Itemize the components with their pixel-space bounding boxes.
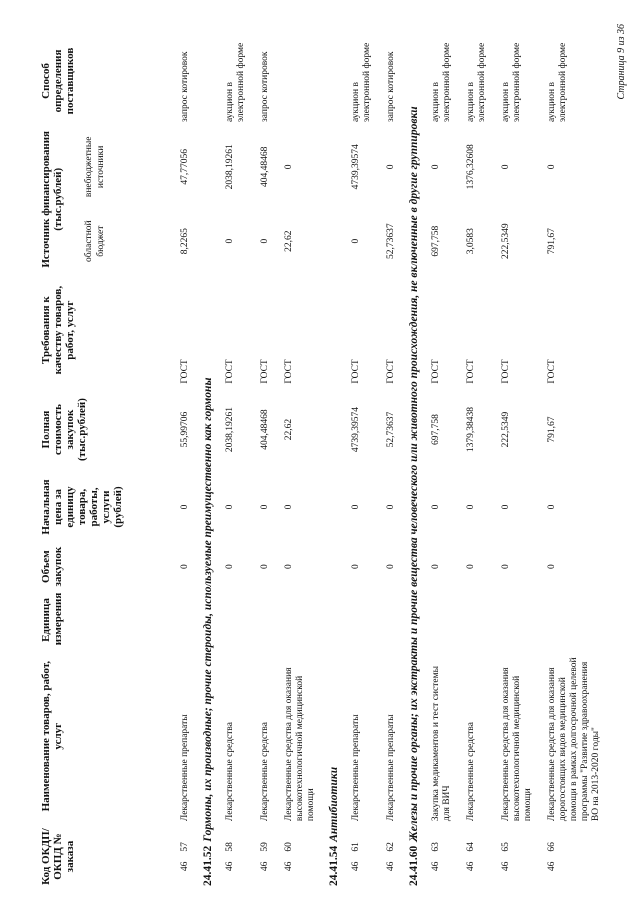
table-row (379, 37, 403, 889)
item-volume: 0 (180, 564, 190, 570)
item-name: Лекарственные препараты (351, 714, 361, 822)
group-heading-row (197, 37, 218, 889)
item-total: 55,99706 (180, 411, 190, 448)
item-extra: 0 (284, 164, 294, 170)
header-unit: Единица измерения (40, 592, 64, 646)
item-volume: 0 (386, 564, 396, 570)
item-volume: 0 (284, 564, 294, 570)
item-name: Лекарственные средства для оказания высокотехнологичной медицинской помощи (501, 667, 533, 822)
item-extra: 0 (547, 164, 557, 170)
item-regional: 222,5349 (501, 223, 511, 259)
item-price: 0 (466, 504, 476, 510)
item-extra: 404,48468 (260, 146, 270, 188)
table-row (344, 37, 379, 889)
item-unit (218, 592, 253, 649)
group-code: 24.41.60 (408, 845, 420, 886)
item-regional: 52,73637 (386, 223, 396, 259)
item-volume: 0 (547, 564, 557, 570)
procurement-plan-table (40, 37, 608, 889)
header-volume: Объем закупок (40, 546, 64, 587)
item-unit (344, 592, 379, 649)
item-regional: 8,2265 (180, 228, 190, 255)
table-row (540, 37, 608, 889)
order-number: 57 (180, 842, 190, 852)
item-method: аукцион в электронной форме (351, 42, 372, 122)
item-method: запрос котировок (386, 51, 396, 122)
order-code: 46 (225, 861, 235, 872)
item-name: Закупка медикаментов и тест системы для ВИЧ (431, 666, 452, 822)
item-name: Лекарственные средства для оказания дорогостоящих видов медицинской помощи в рамках долгосрочной целевой программы "Развитие здравоохранения ВО на 2013-2020 годы" (547, 657, 601, 822)
item-method: аукцион в электронной форме (466, 42, 487, 122)
table-row (459, 37, 494, 889)
order-number: 63 (431, 842, 441, 852)
item-unit (124, 592, 197, 649)
order-code-cell (540, 824, 608, 889)
item-unit (253, 592, 277, 649)
item-total: 1379,38438 (466, 406, 476, 453)
item-price: 0 (547, 504, 557, 510)
item-requirements: ГОСТ (386, 359, 396, 384)
header-price: Начальная цена за единицу товара, работы, услуги (рублей) (40, 479, 124, 535)
table-body (124, 37, 608, 889)
item-method: аукцион в электронной форме (225, 42, 246, 122)
table-row (424, 37, 459, 889)
item-extra: 2038,19261 (225, 144, 235, 190)
item-extra: 1376,32608 (466, 144, 476, 190)
item-unit (424, 592, 459, 649)
item-name: Лекарственные средства (260, 722, 270, 822)
order-number: 60 (284, 842, 294, 852)
header-method: Способ определения поставщиков (40, 47, 76, 115)
item-unit (494, 592, 540, 649)
item-method (277, 37, 323, 125)
item-unit (459, 592, 494, 649)
item-method: запрос котировок (180, 51, 190, 122)
order-code-cell (424, 824, 459, 889)
order-code: 46 (260, 861, 270, 872)
item-requirements: ГОСТ (225, 359, 235, 384)
table-row (253, 37, 277, 889)
item-name: Лекарственные препараты (386, 714, 396, 822)
group-heading (403, 37, 424, 889)
item-regional: 3,0583 (466, 228, 476, 255)
item-requirements: ГОСТ (180, 359, 190, 384)
item-requirements: ГОСТ (431, 359, 441, 384)
order-number: 58 (225, 842, 235, 852)
order-number: 66 (547, 842, 557, 852)
group-code: 24.41.54 (328, 845, 340, 886)
order-number: 59 (260, 842, 270, 852)
order-code: 46 (284, 861, 294, 872)
item-volume: 0 (466, 564, 476, 570)
order-number: 65 (501, 842, 511, 852)
item-total: 791,67 (547, 416, 557, 443)
table-row (124, 37, 197, 889)
item-total: 222,5349 (501, 411, 511, 448)
item-extra: 4739,39574 (351, 144, 361, 190)
item-regional: 22,62 (284, 230, 294, 252)
item-price: 0 (431, 504, 441, 510)
item-price: 0 (501, 504, 511, 510)
order-code: 46 (431, 861, 441, 872)
item-regional: 0 (351, 238, 361, 244)
order-code-cell (344, 824, 379, 889)
order-code: 46 (466, 861, 476, 872)
item-total: 697,758 (431, 414, 441, 445)
order-code: 46 (180, 861, 190, 872)
item-regional: 697,758 (431, 225, 441, 257)
item-total: 2038,19261 (225, 406, 235, 453)
item-extra: 0 (386, 164, 396, 170)
header-total: Полная стоимость закупок (тыс.рублей) (40, 398, 88, 461)
header-requirements: Требования к качеству товаров, работ, услуг (40, 285, 76, 375)
item-name: Лекарственные препараты (180, 714, 190, 822)
item-name: Лекарственные средства (466, 722, 476, 822)
group-title: Антибиотики (328, 766, 340, 842)
item-requirements: ГОСТ (547, 359, 557, 384)
item-method: аукцион в электронной форме (431, 42, 452, 122)
item-method: аукцион в электронной форме (547, 42, 568, 122)
header-source: Источник финансирования (тыс.рублей) (40, 130, 64, 268)
table-row (277, 37, 323, 889)
item-price: 0 (284, 504, 294, 510)
item-name: Лекарственные средства для оказания высокотехнологичной медицинской помощи (284, 667, 316, 822)
item-volume: 0 (431, 564, 441, 570)
item-volume: 0 (351, 564, 361, 570)
table-row (494, 37, 540, 889)
item-extra: 47,77056 (180, 149, 190, 185)
order-code-cell (379, 824, 403, 889)
order-number: 62 (386, 842, 396, 852)
group-heading-row (323, 37, 344, 889)
header-source-extra: внебюджетные источники (83, 136, 106, 198)
item-name: Лекарственные средства (225, 722, 235, 822)
item-volume: 0 (501, 564, 511, 570)
item-unit (540, 592, 608, 649)
order-code-cell (459, 824, 494, 889)
item-total: 404,48468 (260, 409, 270, 450)
group-heading-row (403, 37, 424, 889)
table-row (218, 37, 253, 889)
item-volume: 0 (260, 564, 270, 570)
item-price: 0 (351, 504, 361, 510)
header-name: Наименование товаров, работ, услуг (40, 660, 64, 812)
item-requirements: ГОСТ (501, 359, 511, 384)
item-regional: 0 (225, 238, 235, 244)
order-code-cell (124, 824, 197, 889)
group-title: Гормоны, их производные; прочие стероиды, используемые преимущественно как гормоны (202, 377, 214, 842)
order-code-cell (494, 824, 540, 889)
header-code: Код ОКДП/ ОКПД № заказа (40, 828, 76, 885)
group-heading (323, 37, 344, 889)
page-number: Страница 9 из 36 (616, 24, 627, 100)
item-requirements: ГОСТ (351, 359, 361, 384)
table-header-row (40, 37, 79, 889)
item-requirements: ГОСТ (284, 359, 294, 384)
order-number: 64 (466, 842, 476, 852)
item-price: 0 (225, 504, 235, 510)
item-regional: 791,67 (547, 228, 557, 255)
group-heading (197, 37, 218, 889)
order-code: 46 (501, 861, 511, 872)
order-code: 46 (547, 861, 557, 872)
item-requirements: ГОСТ (260, 359, 270, 384)
item-method: аукцион в электронной форме (501, 42, 522, 122)
item-unit (277, 592, 323, 649)
order-code-cell (218, 824, 253, 889)
item-price: 0 (260, 504, 270, 510)
group-title: Железы и прочие органы; их экстракты и прочие вещества человеческого или животного происхождения, не включенные в другие группировки (408, 106, 420, 842)
item-extra: 0 (501, 164, 511, 170)
order-code: 46 (351, 861, 361, 872)
order-number: 61 (351, 842, 361, 852)
item-method: запрос котировок (260, 51, 270, 122)
item-total: 22,62 (284, 418, 294, 441)
item-price: 0 (180, 504, 190, 510)
header-source-regional: областной бюджет (83, 220, 106, 262)
order-code-cell (277, 824, 323, 889)
item-unit (379, 592, 403, 649)
order-code: 46 (386, 861, 396, 872)
order-code-cell (253, 824, 277, 889)
item-price: 0 (386, 504, 396, 510)
item-extra: 0 (431, 164, 441, 170)
group-code: 24.41.52 (202, 845, 214, 886)
item-regional: 0 (260, 238, 270, 244)
item-total: 4739,39574 (351, 406, 361, 453)
item-volume: 0 (225, 564, 235, 570)
item-requirements: ГОСТ (466, 359, 476, 384)
item-total: 52,73637 (386, 411, 396, 448)
